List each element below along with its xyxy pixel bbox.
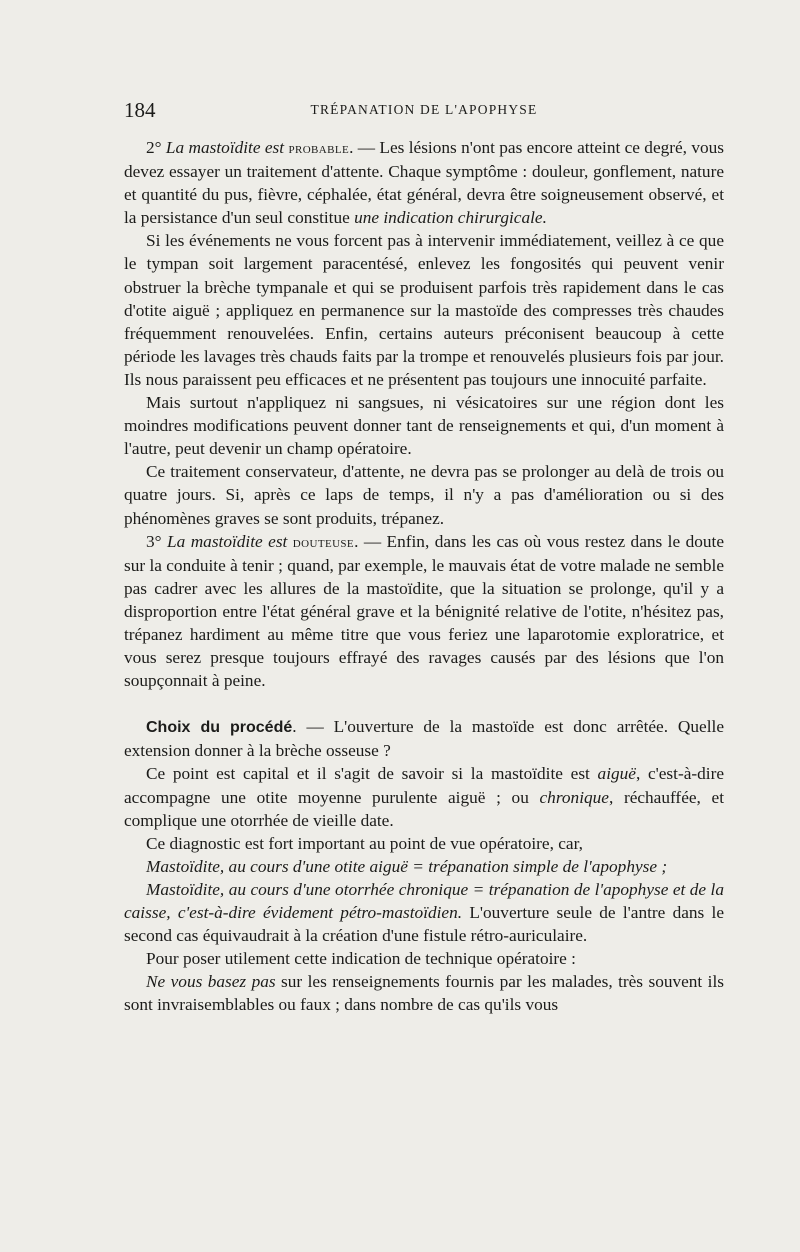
paragraph-choix xyxy=(124,715,724,762)
section-label: probable xyxy=(288,140,350,157)
paragraph-text: . — Les lésions n'ont pas encore atteint ce degré, vous devez essayer un traitement d'attente. Chaque symptôme : douleur, gonflement, nature et quantité du pus, fièvre, céphalée, état général, devra être soigneusement observé, et la persistance d'un seul constitue xyxy=(124,138,725,228)
subsection-heading: Choix du procédé xyxy=(146,719,293,737)
emphasis-text: Mastoïdite, au cours d'une otorrhée chronique = trépanation de l'apophyse et de la caisse, c'est-à-dire évidement pétro-mastoïdien. xyxy=(124,879,724,922)
paragraph-probable xyxy=(124,136,724,229)
paragraph: Pour poser utilement cette indication de technique opératoire : xyxy=(146,949,576,969)
paragraph-text: . — Enfin, dans les cas où vous restez dans le doute sur la conduite à tenir ; quand, par exemple, le mauvais état de votre malade ne semble pas cadrer avec les allures de la mastoïdite, que la situation se prolonge, qu'il y a disproportion entre l'état général grave et la bénignité relative de l'otite, n'hésitez pas, trépanez hardiment au même titre que vous feriez une laparotomie exploratrice, et vous serez presque toujours effrayé des ravages causés par des lésions que l'on soupçonnait à peine. xyxy=(124,531,724,691)
paragraph-equation xyxy=(124,878,724,947)
paragraph-text: . — L'ouverture de la mastoïde est donc arrêtée. Quelle extension donner à la brèche osseuse ? xyxy=(124,717,724,761)
text-run: , réchauffée, et complique une otorrhée de vieille date. xyxy=(124,787,724,830)
section-number: 3° xyxy=(146,531,167,551)
paragraph: Si les événements ne vous forcent pas à intervenir immédiatement, veillez à ce que le tympan soit largement paracentésé, enlevez les fongosités qui peuvent venir obstruer la brèche tympanale et qui se produisent parfois très rapidement dans le cas d'otite aiguë ; appliquez en permanence sur la mastoïde des compresses très chaudes fréquemment renouvelées. Enfin, certains auteurs préconisent beaucoup à cette période les lavages très chauds faits par la trompe et renouvelés plusieurs fois par jour. Ils nous paraissent peu efficaces et ne présentent pas toujours une innocuité parfaite. xyxy=(124,231,724,389)
section-title: La mastoïdite est xyxy=(167,531,288,551)
running-head xyxy=(124,98,724,122)
paragraph-text: L'ouverture seule de l'antre dans le second cas équivaudrait à la création d'une fistule rétro-auriculaire. xyxy=(124,903,724,946)
paragraph-equation xyxy=(124,855,724,878)
emphasis-text: Mastoïdite, au cours d'une otite aiguë = trépanation simple de l'apophyse ; xyxy=(146,856,668,876)
emphasis-text: Ne vous basez pas xyxy=(146,972,276,992)
emphasis-text: aiguë xyxy=(597,764,636,784)
paragraph-text: sur les renseignements fournis par les malades, très souvent ils sont invraisemblables ou faux ; dans nombre de cas qu'ils vous xyxy=(124,972,724,1015)
emphasis-text: une indication chirurgicale. xyxy=(354,208,547,228)
section-gap xyxy=(124,692,724,715)
text-run: , c'est-à-dire accompagne une otite moyenne purulente aiguë ; ou xyxy=(124,764,724,807)
paragraph-douteuse xyxy=(124,530,724,693)
paragraph xyxy=(124,762,724,831)
section-title: La mastoïdite est xyxy=(165,138,285,157)
section-number: 2° xyxy=(146,138,166,157)
text-run: Ce point est capital et il s'agit de savoir si la mastoïdite est xyxy=(146,764,598,784)
emphasis-text: chronique xyxy=(539,787,609,807)
paragraph: Ce traitement conservateur, d'attente, ne devra pas se prolonger au delà de trois ou quatre jours. Si, après ce laps de temps, il n'y a pas d'amélioration ou si des phénomènes graves se sont produits, trépanez. xyxy=(124,462,724,528)
paragraph: Ce diagnostic est fort important au point de vue opératoire, car, xyxy=(146,833,583,853)
paragraph: Mais surtout n'appliquez ni sangsues, ni vésicatoires sur une région dont les moindres modifications peuvent donner tant de renseignements et qui, d'un moment à l'autre, peut devenir un champ opératoire. xyxy=(124,393,724,459)
paragraph xyxy=(124,970,724,1016)
page-number: 184 xyxy=(124,98,156,122)
running-title: TRÉPANATION DE L'APOPHYSE xyxy=(310,102,538,117)
section-label: douteuse xyxy=(292,533,355,551)
body-text xyxy=(124,136,724,1016)
